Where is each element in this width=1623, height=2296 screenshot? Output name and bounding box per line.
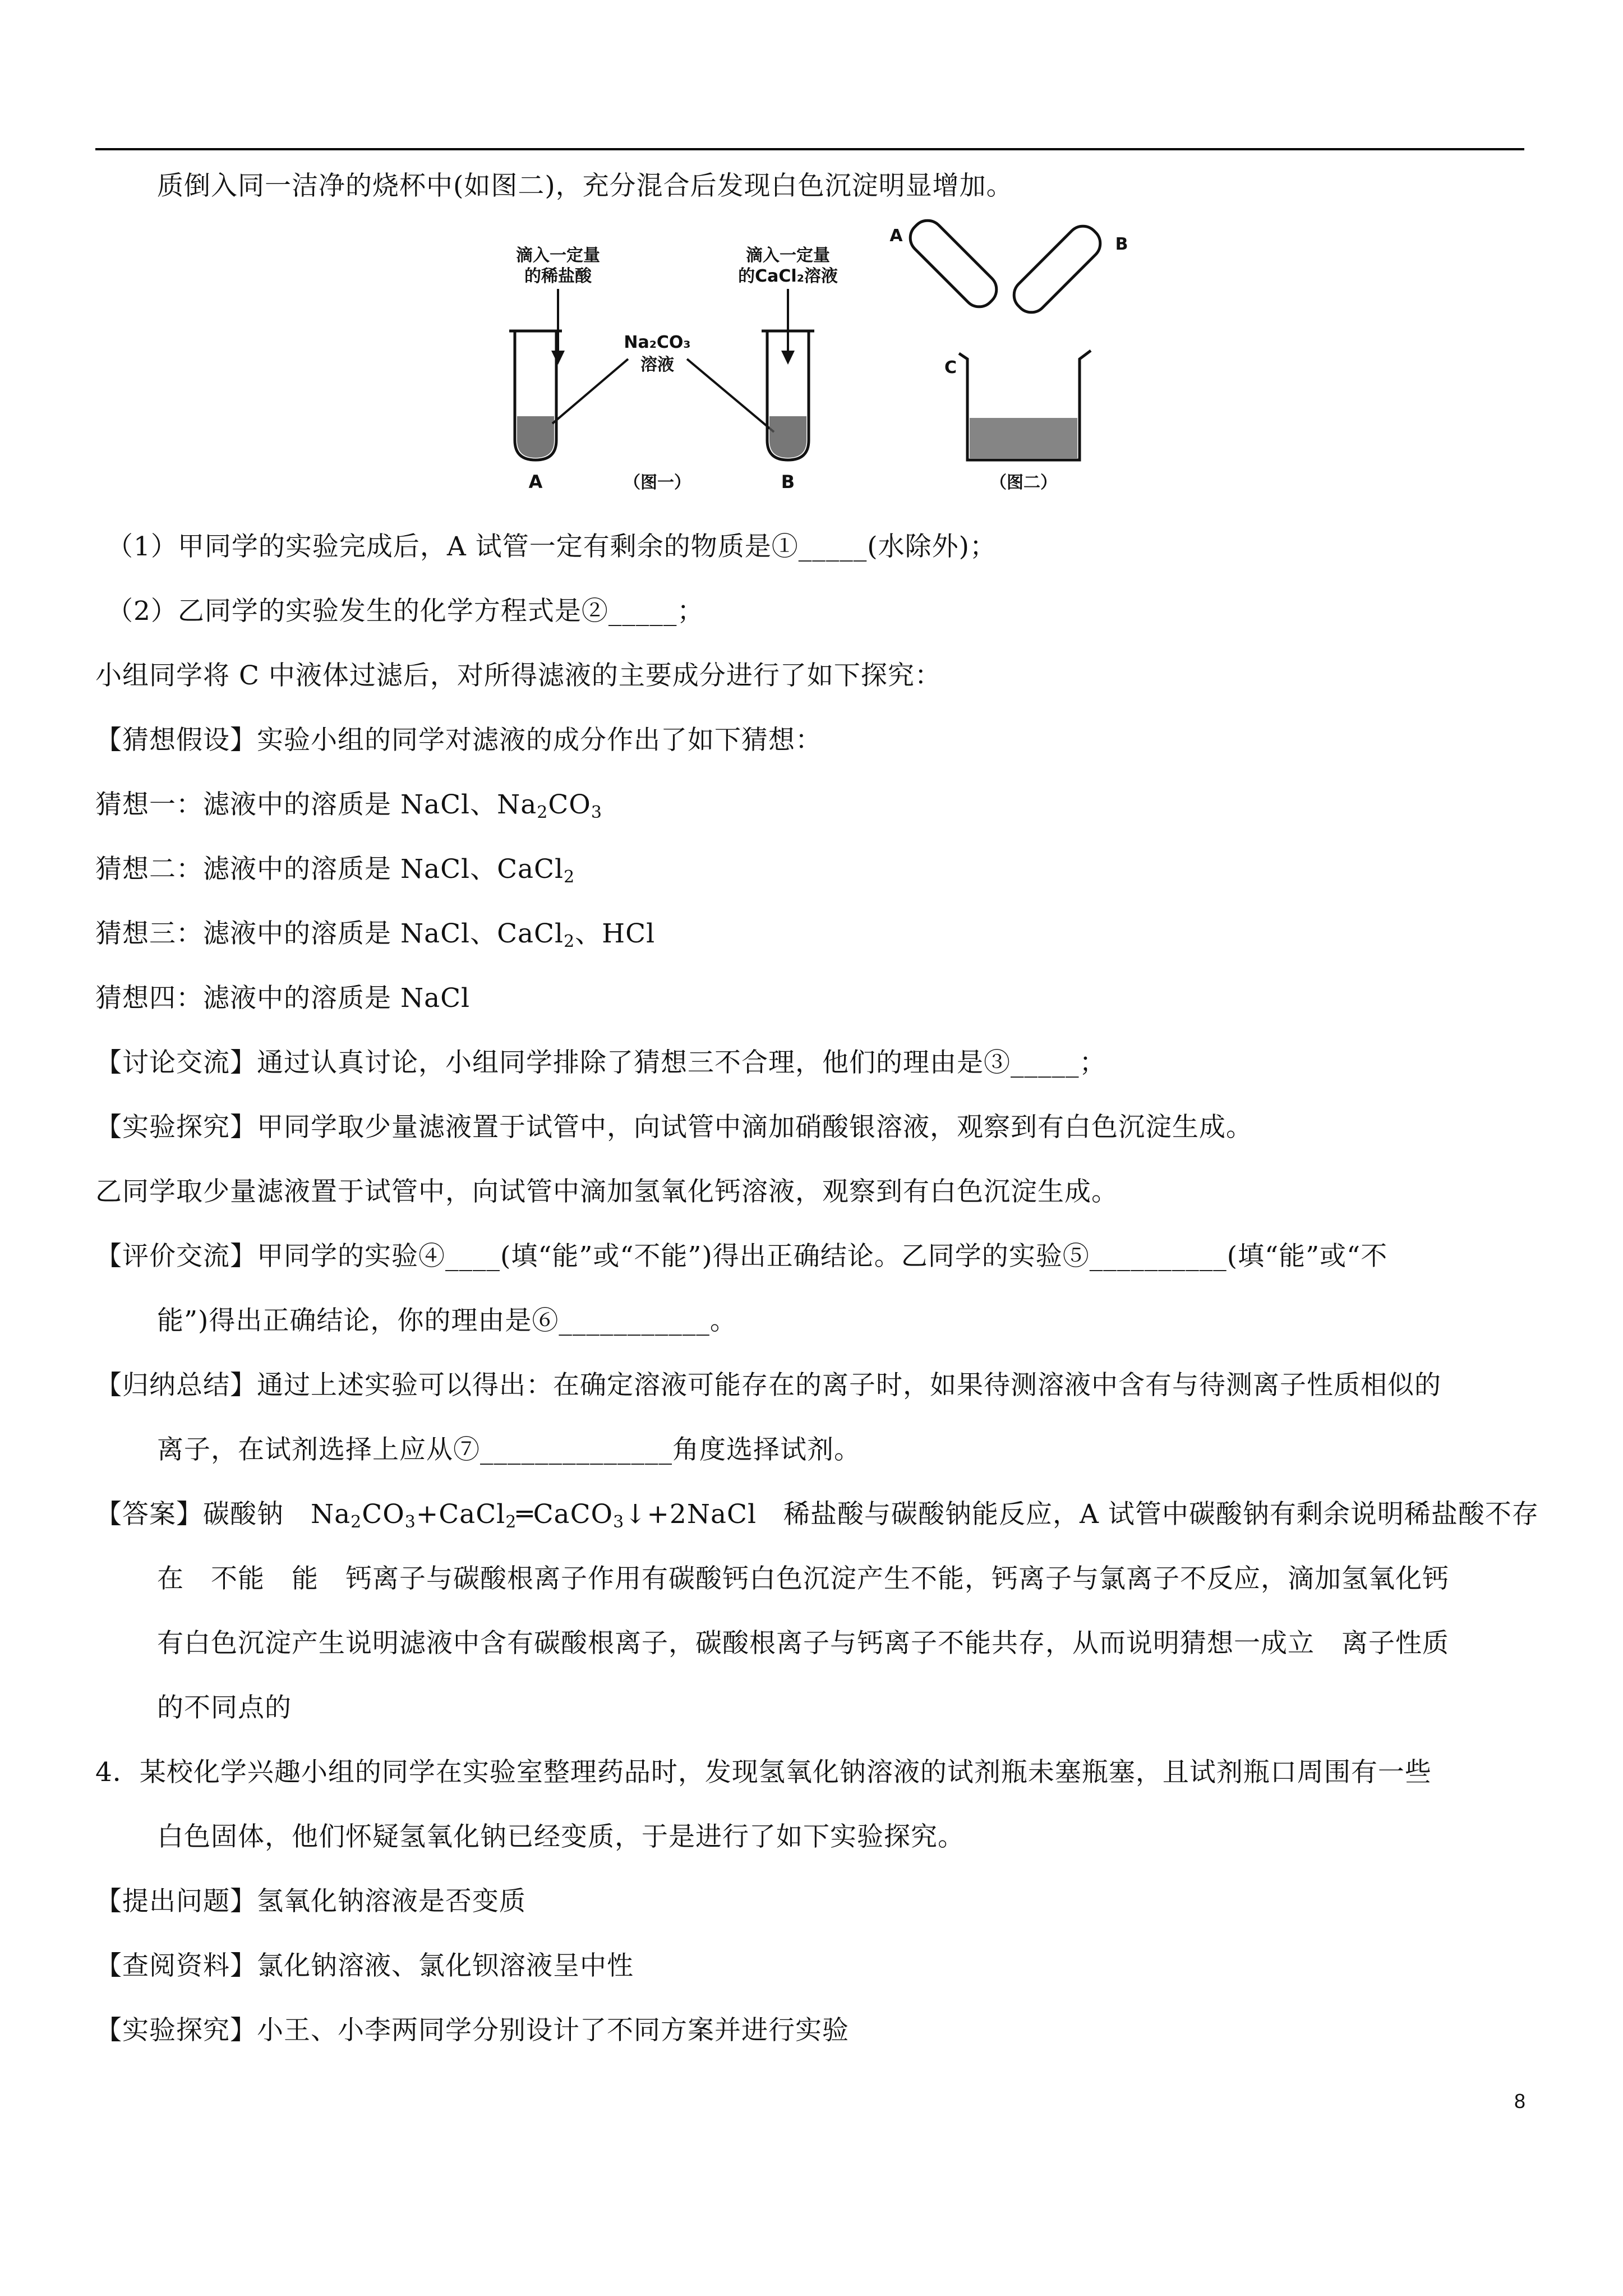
- discussion: 【讨论交流】通过认真讨论，小组同学排除了猜想三不合理，他们的理由是③_____；: [95, 1047, 1106, 1078]
- label-add-cacl2-line1: 滴入一定量: [746, 246, 830, 265]
- liquid-b: [769, 416, 806, 458]
- label-add-cacl2-line2: 的CaCl₂溶液: [738, 266, 838, 286]
- hypothesis-intro: 【猜想假设】实验小组的同学对滤液的成分作出了如下猜想：: [95, 725, 822, 756]
- experiment-figure: [0, 0, 1623, 505]
- evaluation-line-2: 能”)得出正确结论，你的理由是⑥___________。: [157, 1305, 737, 1336]
- arrow-head-a: [551, 351, 565, 365]
- evaluation-line-1: 【评价交流】甲同学的实验④____(填“能”或“不能”)得出正确结论。乙同学的实验⑤__________(填“能”或“不: [95, 1241, 1388, 1272]
- label-solution: 溶液: [640, 355, 674, 375]
- figure-2-caption: （图二）: [990, 473, 1057, 493]
- answer-line-4: 的不同点的: [157, 1692, 292, 1723]
- guess-4: 猜想四：滤液中的溶质是 NaCl: [95, 983, 471, 1014]
- experiment-2: 乙同学取少量滤液置于试管中，向试管中滴加氢氧化钙溶液，观察到有白色沉淀生成。: [95, 1176, 1118, 1207]
- guess-3: 猜想三：滤液中的溶质是 NaCl、CaCl$_2$、HCl: [95, 918, 656, 951]
- pour-tube-a-label: A: [889, 226, 903, 246]
- filter-intro: 小组同学将 C 中液体过滤后，对所得滤液的主要成分进行了如下探究：: [95, 660, 942, 691]
- arrow-head-b: [781, 351, 795, 365]
- question-1: （1）甲同学的实验完成后，A 试管一定有剩余的物质是①_____(水除外)；: [107, 531, 997, 562]
- pour-tube-b: [1008, 220, 1107, 319]
- pointer-line-a: [552, 359, 628, 424]
- answer-line-1: 【答案】碳酸钠 $Na_2CO_3+CaCl_2═CaCO_3↓+2NaCl$ 稀盐酸与碳酸钠能反应，A 试管中碳酸钠有剩余说明稀盐酸不存: [95, 1499, 1539, 1532]
- guess-2: 猜想二：滤液中的溶质是 NaCl、CaCl$_2$: [95, 854, 575, 887]
- summary-line-2: 离子，在试剂选择上应从⑦______________角度选择试剂。: [157, 1434, 861, 1465]
- liquid-a: [517, 416, 554, 458]
- label-na2co3: Na₂CO₃: [624, 333, 691, 352]
- label-add-hcl-line1: 滴入一定量: [516, 246, 600, 265]
- pointer-line-b: [687, 359, 774, 432]
- look-up-info: 【查阅资料】氯化钠溶液、氯化钡溶液呈中性: [95, 1950, 634, 1981]
- answer-line-3: 有白色沉淀产生说明滤液中含有碳酸根离子，碳酸根离子与钙离子不能共存，从而说明猜想一成立 离子性质: [157, 1628, 1449, 1659]
- guess-1: 猜想一：滤液中的溶质是 NaCl、$Na_2CO_3$: [95, 789, 602, 822]
- pour-tube-a: [904, 214, 1003, 314]
- tube-b-label: B: [781, 471, 795, 493]
- beaker-liquid: [970, 418, 1077, 458]
- figure-1-caption: （图一）: [624, 473, 691, 493]
- question-2: （2）乙同学的实验发生的化学方程式是②_____；: [107, 596, 704, 627]
- question-4-line-2: 白色固体，他们怀疑氢氧化钠已经变质，于是进行了如下实验探究。: [157, 1821, 965, 1852]
- intro-text: 质倒入同一洁净的烧杯中(如图二)，充分混合后发现白色沉淀明显增加。: [157, 171, 1013, 201]
- tube-a-label: A: [528, 471, 543, 493]
- page-number: 8: [1514, 2090, 1526, 2113]
- question-4-line-1: 4．某校化学兴趣小组的同学在实验室整理药品时，发现氢氧化钠溶液的试剂瓶未塞瓶塞，且试剂瓶口周围有一些: [95, 1757, 1432, 1788]
- pour-tube-b-label: B: [1115, 234, 1128, 254]
- answer-line-2: 在 不能 能 钙离子与碳酸根离子作用有碳酸钙白色沉淀产生不能，钙离子与氯离子不反应，滴加氢氧化钙: [157, 1563, 1449, 1594]
- summary-line-1: 【归纳总结】通过上述实验可以得出：在确定溶液可能存在的离子时，如果待测溶液中含有与待测离子性质相似的: [95, 1370, 1441, 1401]
- experiment-1: 【实验探究】甲同学取少量滤液置于试管中，向试管中滴加硝酸银溶液，观察到有白色沉淀生成。: [95, 1112, 1253, 1143]
- raise-question: 【提出问题】氢氧化钠溶液是否变质: [95, 1886, 526, 1917]
- label-add-hcl-line2: 的稀盐酸: [524, 266, 592, 286]
- experiment-3: 【实验探究】小王、小李两同学分别设计了不同方案并进行实验: [95, 2015, 849, 2046]
- beaker-c-label: C: [944, 358, 957, 378]
